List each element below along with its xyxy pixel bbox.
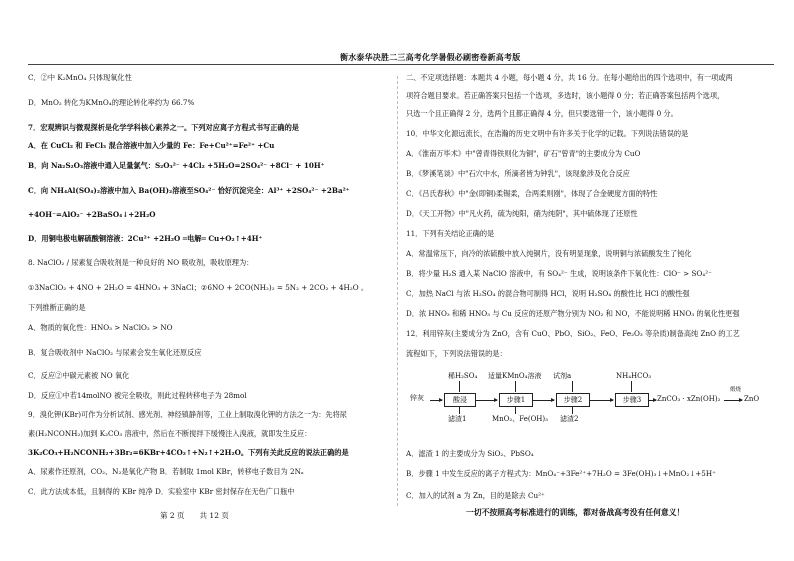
flow-intermediate: ZnCO₃ · xZn(OH)₂ bbox=[657, 395, 721, 403]
flow-arrow bbox=[515, 406, 516, 414]
flow-arrow bbox=[459, 406, 460, 414]
flow-arrow bbox=[515, 381, 516, 392]
q9-reaction: 3K₂CO₃+H₂NCONH₂+3Br₂=6KBr+4CO₂↑+N₂↑+2H₂O。下列有关此反应的说法正确的是 bbox=[28, 448, 349, 457]
flow-box-acid-leach: 酸浸 bbox=[444, 393, 476, 407]
q12-stem: 12．利用锌灰(主要成分为 ZnO，含有 CuO、PbO、SiO₂、FeO、Fe₂O₃ 等杂质)制备高纯 ZnO 的工艺 bbox=[406, 329, 740, 338]
flow-arrow bbox=[631, 381, 632, 392]
q11-option-c: C．加热 NaCl 与浓 H₂SO₄ 的混合物可制得 HCl，说明 H₂SO₄ 的酸性比 HCl 的酸性强 bbox=[406, 289, 690, 298]
flow-arrow bbox=[589, 400, 613, 401]
footer-motto: 一切不按照高考标准进行的训练，都对备战高考没有任何意义！ bbox=[466, 508, 685, 517]
q8-equations: ①3NaClO₂ + 4NO + 2H₂O = 4HNO₃ + 3NaCl；②6NO + 2CO(NH₂)₂ = 5N₂ + 2CO₂ + 4H₂O 。 bbox=[28, 283, 369, 292]
flow-arrow bbox=[648, 400, 656, 401]
page-number: 第 2 页 共 12 页 bbox=[160, 511, 229, 520]
q11-option-a: A．常温常压下，向冷的浓硫酸中放入纯铜片，没有明显现象，说明铜与浓硫酸发生了钝化 bbox=[406, 249, 692, 258]
q7-option-c: C．向 NH₄Al(SO₄)₂溶液中加入 Ba(OH)₂溶液至SO₄²⁻ 恰好沉淀完全：Al³⁺ +2SO₄²⁻ +2Ba²⁺ bbox=[28, 186, 350, 195]
q11-option-b: B．将少量 H₂S 通入某 NaClO 溶液中，有 SO₄²⁻ 生成，说明该条件下氧化性：ClO⁻ > SO₄²⁻ bbox=[406, 269, 712, 278]
flow-box-step1: 步骤1 bbox=[499, 393, 533, 407]
reagent-dilute-h2so4: 稀H₂SO₄ bbox=[448, 372, 478, 380]
q8-stem: 8. NaClO₂ / 尿素复合吸收剂是一种良好的 NO 吸收剂，吸收原理为： bbox=[28, 258, 254, 267]
page-header bbox=[0, 52, 794, 66]
flow-arrow bbox=[572, 381, 573, 392]
q6-option-c: C．②中 K₂MnO₄ 只体现氧化性 bbox=[28, 73, 132, 82]
q10-option-a: A．《淮南万毕术》中"曾青得铁则化为铜"，矿石"曾青"的主要成分为 CuO bbox=[406, 149, 641, 158]
section2-instructions-3: 只选一个且正确得 2 分，选两个且都正确得 4 分，但只要选错一个，该小题得 0 分。 bbox=[406, 109, 678, 118]
q8-prompt: 下列推断正确的是 bbox=[28, 303, 86, 312]
q11-stem: 11．下列有关结论正确的是 bbox=[406, 229, 495, 238]
q8-option-a: A．物质的氧化性：HNO₃ > NaClO₂ > NO bbox=[28, 323, 173, 332]
flow-calcine-label: 煅烧 bbox=[730, 387, 742, 393]
q11-option-d: D．浓 HNO₃ 和稀 HNO₃ 与 Cu 反应的还原产物分别为 NO₂ 和 NO，不能说明稀 HNO₃ 的氧化性更强 bbox=[406, 309, 740, 318]
q12-stem-cont: 流程如下，下列说法错误的是： bbox=[406, 349, 507, 358]
q8-option-c: C．反应②中碳元素被 NO 氧化 bbox=[28, 371, 130, 380]
q10-option-b: B．《梦溪笔谈》中"石穴中水，所滴者皆为钟乳"，该现象涉及化合反应 bbox=[406, 169, 630, 178]
flow-start: 锌灰 bbox=[410, 394, 424, 402]
header-title: 衡水泰华决胜二三高考化学暑假必刷密卷新高考版 bbox=[340, 52, 521, 62]
process-flowchart bbox=[406, 370, 794, 424]
flow-box-step2: 步骤2 bbox=[556, 393, 590, 407]
q7-option-d: D．用铜电极电解硫酸铜溶液：2Cu²⁺ +2H₂O ═电解═ Cu+O₂↑+4H⁺ bbox=[28, 234, 263, 243]
q9-stem: 9．溴化钾(KBr)可作为分析试剂、感光剂、神经镇静剂等，工业上制取溴化钾的方法之一为：先将尿 bbox=[28, 410, 347, 419]
q10-stem: 10．中华文化源远流长，在浩瀚的历史文明中有许多关于化学的记载。下列说法错误的是 bbox=[406, 129, 689, 138]
q9-options-ab: A．尿素作还原剂，CO₂、N₂是氧化产物 B．若制取 1mol KBr，转移电子数目为 2Nₐ bbox=[28, 467, 304, 476]
flow-arrow bbox=[532, 400, 554, 401]
q9-stem-cont: 素(H₂NCONH₂)加到 K₂CO₃ 溶液中，然后在不断搅拌下缓慢注入溴液，就即发生反应： bbox=[28, 429, 312, 438]
flow-arrow bbox=[724, 400, 742, 401]
flow-arrow bbox=[572, 406, 573, 414]
flow-arrow bbox=[459, 381, 460, 392]
flow-end: ZnO bbox=[744, 395, 760, 403]
q9-options-cd: C．此方法成本低，且制得的 KBr 纯净 D．实验室中 KBr 密封保存在无色广口瓶中 bbox=[28, 487, 295, 496]
q6-option-d: D．MnO₂ 转化为KMnO₄的理论转化率约为 66.7% bbox=[28, 98, 195, 107]
q7-option-c-cont: +4OH⁻=AlO₂⁻ +2BaSO₄↓+2H₂O bbox=[28, 210, 156, 219]
q10-option-c: C．《吕氏春秋》中"金(即铜)柔锡柔，合两柔则刚"，体现了合金硬度方面的特性 bbox=[406, 189, 658, 198]
q10-option-d: D．《天工开物》中"凡火药，硫为纯阳，硝为纯阴"，其中硫体现了还原性 bbox=[406, 209, 638, 218]
reagent-a: 试剂a bbox=[553, 372, 572, 380]
q7-option-b: B．向 Na₂S₂O₃溶液中通入足量氯气：S₂O₃²⁻ +4Cl₂ +5H₂O=2SO₄²⁻ +8Cl⁻ + 10H⁺ bbox=[28, 161, 325, 170]
q12-option-a: A．滤渣 1 的主要成分为 SiO₂、PbSO₄ bbox=[406, 449, 534, 458]
q7-option-a: A．在 CuCl₂ 和 FeCl₃ 混合溶液中加入少量的 Fe：Fe+Cu²⁺=Fe²⁺ +Cu bbox=[28, 141, 275, 150]
product-mno2-feoh3: MnO₂、Fe(OH)₃ bbox=[492, 415, 548, 423]
section2-instructions: 二、不定项选择题：本题共 4 小题，每小题 4 分，共 16 分。在每小题给出的四个选项中，有一项或两 bbox=[406, 73, 733, 82]
section2-instructions-2: 项符合题目要求。若正确答案只包括一个选项，多选时，该小题得 0 分；若正确答案包括两个选项， bbox=[406, 91, 725, 100]
q12-option-c: C．加入的试剂 a 为 Zn，目的是除去 Cu²⁺ bbox=[406, 491, 545, 500]
q8-option-b: B．复合吸收剂中 NaClO₂ 与尿素会发生氧化还原反应 bbox=[28, 348, 202, 357]
flow-arrow bbox=[430, 400, 442, 401]
product-residue2: 滤渣2 bbox=[560, 415, 579, 423]
flow-arrow bbox=[475, 400, 497, 401]
reagent-kmno4: 适量KMnO₄溶液 bbox=[488, 372, 542, 380]
reagent-nh4hco3: NH₄HCO₃ bbox=[616, 372, 652, 380]
column-divider bbox=[397, 76, 398, 506]
product-residue1: 滤渣1 bbox=[448, 415, 467, 423]
q12-option-b: B．步骤 1 中发生反应的离子方程式为：MnO₄⁻+3Fe²⁺+7H₂O = 3Fe(OH)₃↓+MnO₂↓+5H⁺ bbox=[406, 469, 716, 478]
flow-box-step3: 步骤3 bbox=[615, 393, 649, 407]
q7-stem: 7．宏观辨识与微观探析是化学学科核心素养之一。下列对应离子方程式书写正确的是 bbox=[28, 123, 299, 132]
q8-option-d: D．反应①中若14molNO 被完全吸收，则此过程转移电子为 28mol bbox=[28, 391, 247, 400]
header-rule bbox=[28, 64, 774, 65]
